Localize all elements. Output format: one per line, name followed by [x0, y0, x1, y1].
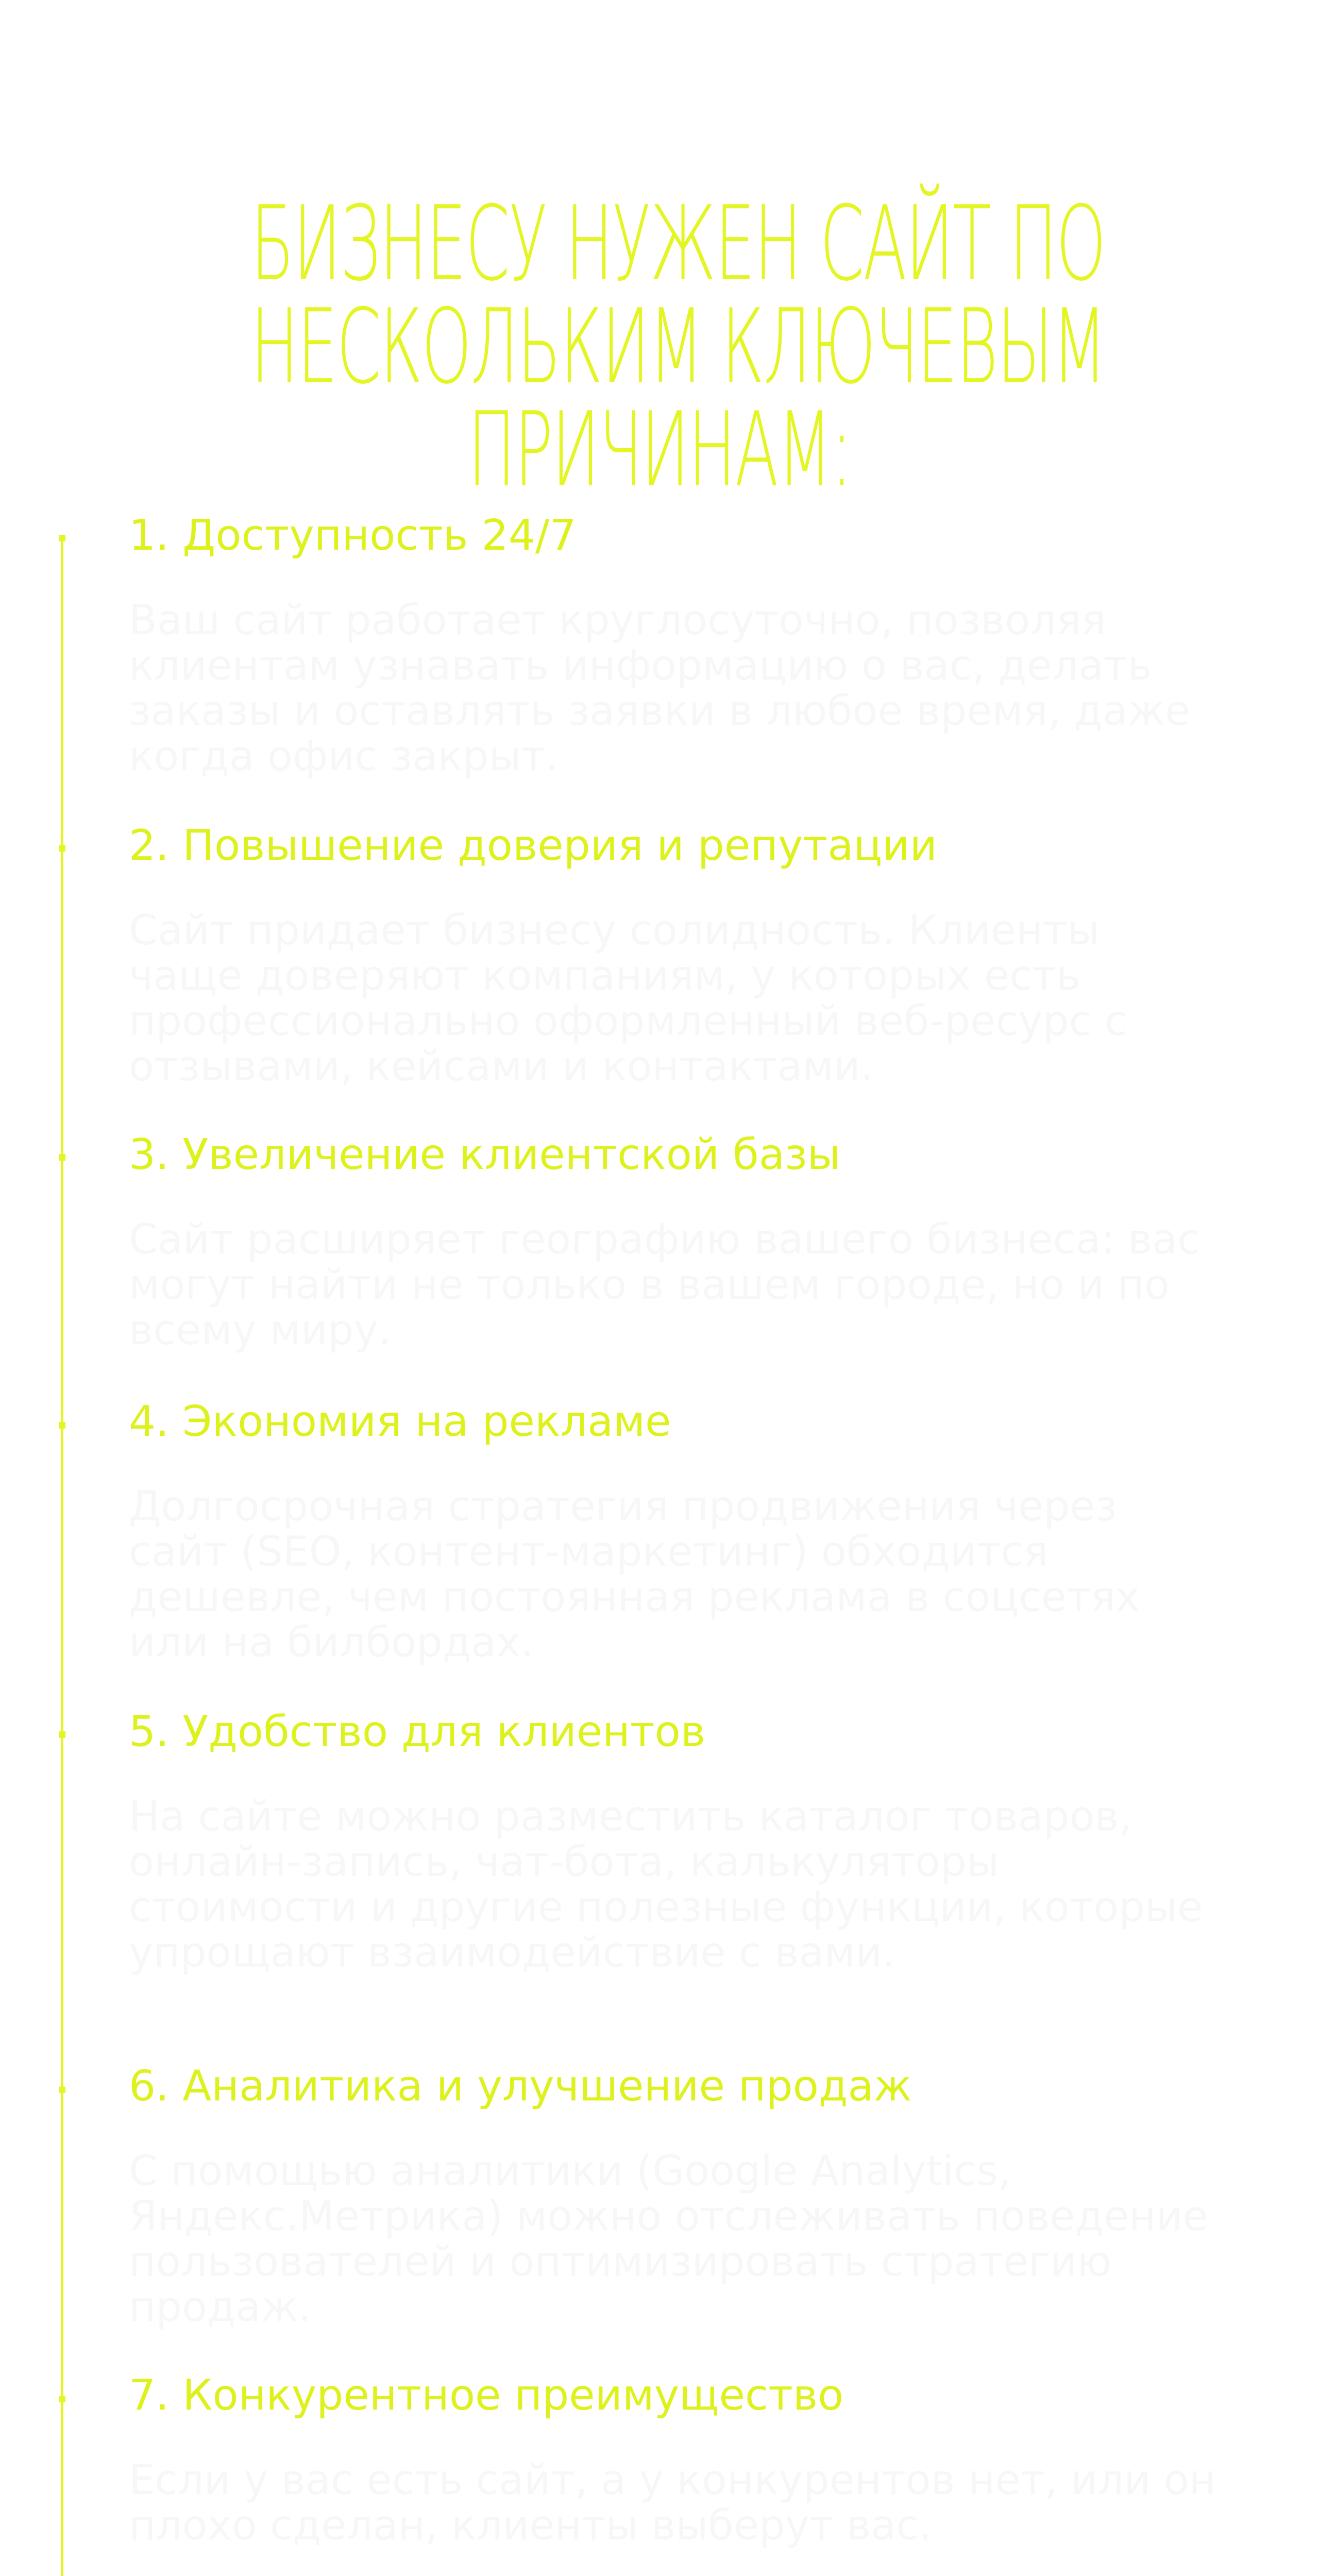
- reason-heading: 1. Доступность 24/7: [129, 511, 577, 560]
- page-title: [250, 184, 1106, 510]
- reason-body: Если у вас есть сайт, а у конкурентов нет, или он плохо сделан, клиенты выберут вас.: [129, 2456, 1216, 2549]
- reason-heading: 4. Экономия на рекламе: [129, 1397, 671, 1446]
- reason-heading: 6. Аналитика и улучшение продаж: [129, 2062, 912, 2111]
- reason-item: [129, 2061, 1216, 2330]
- reason-heading: 5. Удобство для клиентов: [129, 1707, 706, 1756]
- page-title-line: БИЗНЕСУ НУЖЕН САЙТ ПО: [250, 184, 1105, 304]
- reason-item: [129, 820, 1216, 1089]
- timeline-tick: [59, 1154, 65, 1161]
- reason-heading: 3. Увеличение клиентской базы: [129, 1130, 841, 1179]
- reason-item: [129, 2370, 1216, 2548]
- reason-item: [129, 1706, 1216, 1975]
- timeline-tick: [59, 2087, 65, 2093]
- timeline-tick: [59, 2396, 65, 2402]
- page-title-line: ПРИЧИНАМ:: [467, 390, 852, 510]
- timeline-line: [61, 538, 63, 2576]
- reason-body: Ваш сайт работает круглосуточно, позволяя клиентам узнавать информацию о вас, делать заказы и оставлять заявки в любое время, даже когда офис закрыт.: [129, 596, 1191, 780]
- reason-body: Сайт придает бизнесу солидность. Клиенты чаще доверяют компаниям, у которых есть профессионально оформленный веб-ресурс с отзывами, кейсами и контактами.: [129, 906, 1127, 1090]
- reason-item: [129, 1396, 1216, 1665]
- reason-item: [129, 510, 1216, 779]
- reason-body: Сайт расширяет географию вашего бизнеса: вас могут найти не только в вашем городе, но и по всему миру.: [129, 1215, 1200, 1354]
- timeline-tick: [59, 1731, 65, 1738]
- page-title-line: НЕСКОЛЬКИМ КЛЮЧЕВЫМ: [250, 287, 1106, 407]
- timeline-tick: [59, 535, 65, 541]
- reason-body: На сайте можно разместить каталог товаров, онлайн-запись, чат-бота, калькуляторы стоимости и другие полезные функции, которые упрощают взаимодействие с вами.: [129, 1792, 1203, 1976]
- timeline-tick: [59, 845, 65, 852]
- reason-item: [129, 1129, 1216, 1353]
- reason-body: Долгосрочная стратегия продвижения через сайт (SEO, контент-маркетинг) обходится дешевле, чем постоянная реклама в соцсетях или на билбордах.: [129, 1482, 1140, 1666]
- timeline-tick: [59, 1422, 65, 1429]
- reason-body: С помощью аналитики (Google Analytics, Яндекс.Метрика) можно отслеживать поведение пользователей и оптимизировать стратегию продаж.: [129, 2147, 1208, 2331]
- reason-heading: 7. Конкурентное преимущество: [129, 2371, 844, 2420]
- reason-heading: 2. Повышение доверия и репутации: [129, 821, 937, 870]
